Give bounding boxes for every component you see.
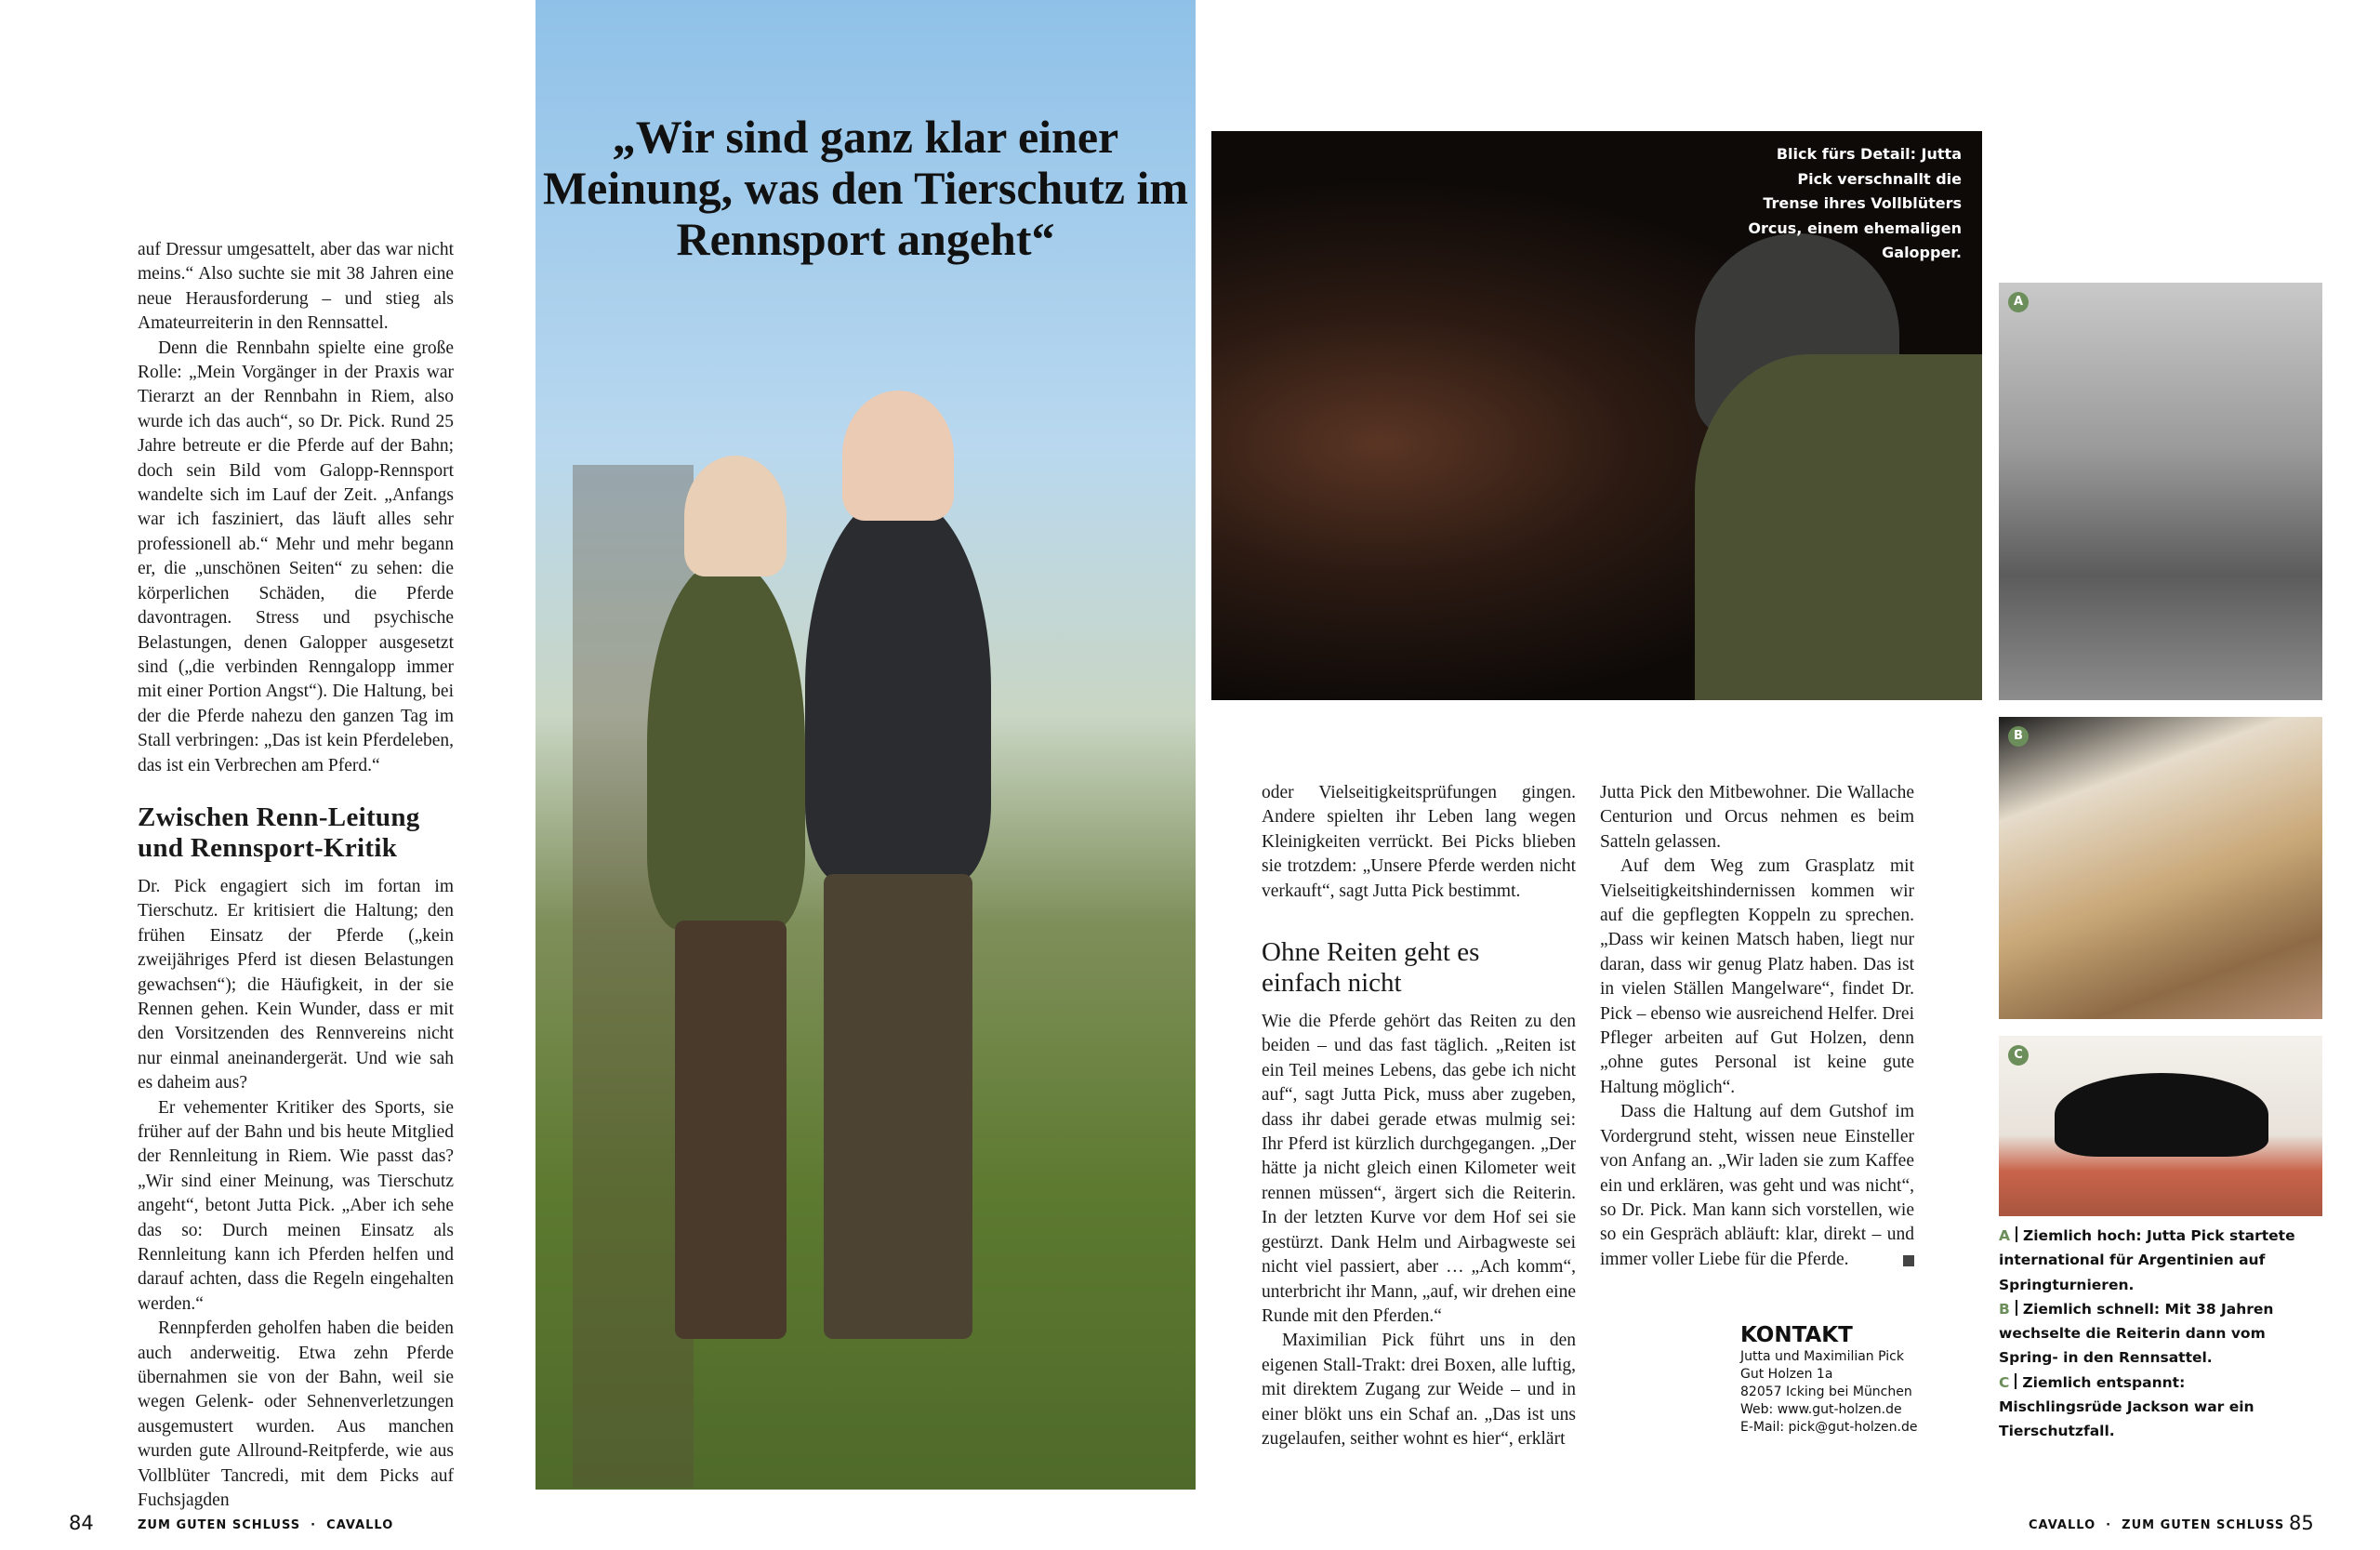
dog-photo [1999, 1036, 2322, 1216]
paragraph: Dr. Pick engagiert sich im fortan im Tierschutz. Er kritisiert die Haltung; den frühen Einsatz der Pferde („kein zweijähriges Pferd ist diesen Belastungen gewachsen“); die Häufigkeit, in der sie Rennen gehen. Kein Wunder, dass er mit den Vorsitzenden des Rennvereins nicht nur einmal aneinandergerät. Und wie sah es daheim aus? [138, 876, 454, 1093]
caption-c [1999, 1371, 2296, 1444]
pull-quote: „Wir sind ganz klar einer Meinung, was den Tierschutz im Rennsport angeht“ [542, 111, 1189, 265]
caption-letter: B [1999, 1300, 2010, 1318]
middle-text-column [1262, 781, 1576, 1451]
contact-box [1740, 1322, 1918, 1437]
paragraph: Er vehementer Kritiker des Sports, sie früher auf der Bahn und bis heute Mitglied der Rennleitung in Riem. Wie passt das? „Wir sind einer Meinung, was Tierschutz angeht“, betont Jutta Pick. „Aber ich sehe das so: Durch meinen Einsatz als Rennleitung kann ich Pferden helfen und darauf achten, dass die Regeln eingehalten werden.“ [138, 1097, 454, 1314]
running-footer-right: CAVALLO · ZUM GUTEN SCHLUSS [2029, 1518, 2285, 1532]
woman-jacket [647, 558, 805, 930]
paragraph-text: Dass die Haltung auf dem Gutshof im Vordergrund steht, wissen neue Einsteller von Anfang an. „Wir laden sie zum Kaffee ein und erklären, was geht und was nicht“, so Dr. Pick. Man kann sich vorstellen, wie so ein Gespräch abläuft: klar, direkt – und immer voller Liebe für die Pferde. [1600, 1102, 1914, 1269]
paragraph: Jutta Pick den Mitbewohner. Die Wallache Centurion und Orcus nehmen es beim Satteln gelassen. [1600, 783, 1914, 852]
paragraph: Denn die Rennbahn spielte eine große Rolle: „Mein Vorgänger in der Praxis war Tierarzt an der Rennbahn in Riem, also wurde ich das auch“, so Dr. Pick. Rund 25 Jahre betreute er die Pferde auf der Bahn; doch sein Bild vom Galopp-Rennsport wandelte sich im Lauf der Zeit. „Anfangs war ich fasziniert, das läuft alles sehr professionell ab.“ Mehr und mehr begann er, die „unschönen Seiten“ zu sehen: die körperlichen Schäden, die Pferde davontragen. Stress und psychische Belastungen, denen Galopper ausgesetzt sind („die verbinden Renngalopp immer mit einer Portion Angst“). Die Haltung, bei der die Pferde nahezu den ganzen Tag im Stall verbringen: „Das ist kein Pferdeleben, das ist ein Verbrechen am Pferd.“ [138, 338, 454, 775]
page-number-left: 84 [69, 1512, 94, 1534]
running-footer-left: ZUM GUTEN SCHLUSS · CAVALLO [138, 1518, 394, 1532]
photo-letter-badge: A [2008, 292, 2029, 312]
caption-letter: C [1999, 1373, 2010, 1391]
man-jacket [805, 493, 991, 883]
photo-letter-badge: B [2008, 726, 2029, 747]
woman-legs [675, 921, 787, 1339]
photo-letter-badge: C [2008, 1045, 2029, 1066]
section-heading: Zwischen Renn-Leitung und Rennsport-Kritik [138, 801, 420, 863]
couple-photo [536, 0, 1196, 1490]
paragraph: Auf dem Weg zum Grasplatz mit Vielseitigkeitshindernissen kommen wir auf die gepflegten Koppeln zu sprechen. „Dass wir keinen Matsch haben, liegt nur daran, dass wir genug Platz haben. Das ist in vielen Ställen Mangelware“, findet Dr. Pick – ebenso wie ausreichend Helfer. Drei Pfleger arbeiten auf Gut Holzen, denn „ohne gutes Personal ist keine gute Haltung möglich“. [1600, 856, 1914, 1097]
photo-caption: Blick fürs Detail: Jutta Pick verschnallt die Trense ihres Vollblüters Orcus, einem ehemaligen Galopper. [1748, 145, 1962, 261]
caption-b [1999, 1297, 2296, 1371]
paragraph: Maximilian Pick führt uns in den eigenen Stall-Trakt: drei Boxen, alle luftig, mit direktem Zugang zur Weide – und in einer blökt uns ein Schaf an. „Das ist uns zugelaufen, seither wohnt es hier“, erklärt [1262, 1331, 1576, 1449]
contact-web[interactable]: Web: www.gut-holzen.de [1740, 1402, 1902, 1417]
section-heading: Ohne Reiten geht es einfach nicht [1262, 937, 1480, 999]
divider [2016, 1300, 2017, 1316]
contact-email[interactable]: E-Mail: pick@gut-holzen.de [1740, 1420, 1918, 1435]
divider [2016, 1226, 2017, 1242]
right-text-column [1600, 781, 1914, 1272]
woman-head [684, 456, 787, 576]
caption-a [1999, 1224, 2296, 1297]
contact-line: Gut Holzen 1a [1740, 1367, 1833, 1382]
paragraph [1600, 1100, 1914, 1272]
photo-captions [1999, 1224, 2296, 1444]
caption-letter: A [1999, 1227, 2010, 1244]
horse-bridle-photo [1211, 131, 1982, 700]
man-legs [824, 874, 972, 1339]
rider-jacket [1695, 354, 1982, 700]
paragraph: auf Dressur umgesattelt, aber das war nicht meins.“ Also suchte sie mit 38 Jahren eine neue Herausforderung – und stieg als Amateurreiterin in den Rennsattel. [138, 240, 454, 334]
page-number-right: 85 [2289, 1512, 2314, 1534]
dog [2055, 1073, 2268, 1157]
paragraph: oder Vielseitigkeitsprüfungen gingen. Andere spielten ihr Leben lang wegen Kleinigkeiten verrückt. Bei Picks blieben sie trotzdem: „Unsere Pferde werden nicht verkauft“, sagt Jutta Pick bestimmt. [1262, 783, 1576, 901]
paragraph: Rennpferden geholfen haben die beiden auch anderweitig. Etwa zehn Pferde übernahmen sie von der Bahn, weil sie wegen Gelenk- oder Sehnenverletzungen ausgemustert wurden. Aus manchen wurden gute Allround-Reitpferde, wie aus Vollblüter Tancredi, mit dem Picks auf Fuchsjagden [138, 1318, 454, 1511]
caption-text: Ziemlich entspannt: Mischlingsrüde Jackson war ein Tierschutzfall. [1999, 1373, 2254, 1440]
racing-photo [1999, 717, 2322, 1019]
contact-title: KONTAKT [1740, 1323, 1853, 1347]
caption-text: Ziemlich hoch: Jutta Pick startete international für Argentinien auf Springturnieren. [1999, 1227, 2295, 1293]
divider [2015, 1373, 2016, 1389]
contact-line: Jutta und Maximilian Pick [1740, 1349, 1904, 1364]
end-mark-icon [1903, 1255, 1914, 1266]
left-text-column [138, 238, 454, 1514]
contact-line: 82057 Icking bei München [1740, 1384, 1912, 1399]
man-head [842, 391, 954, 521]
paragraph: Wie die Pferde gehört das Reiten zu den beiden – und das fast täglich. „Reiten ist ein Teil meines Lebens, das gebe ich nicht auf“, sagt Jutta Pick, muss aber zugeben, dass ihr dabei gerade etwas mulmig sei: Ihr Pferd ist kürzlich durchgegangen. „Der hätte ja nicht gleich einen Kilometer weit rennen müssen“, ärgert sich die Reiterin. In der letzten Kurve vor dem Hof sei sie gestürzt. Dank Helm und Airbagweste sei nicht viel passiert, aber … „Ach komm“, unterbricht ihr Mann, „auf, wir drehen eine Runde mit den Pferden.“ [1262, 1012, 1576, 1326]
caption-text: Ziemlich schnell: Mit 38 Jahren wechselte die Reiterin dann vom Spring- in den Rennsattel. [1999, 1300, 2274, 1367]
show-jumping-photo [1999, 283, 2322, 700]
